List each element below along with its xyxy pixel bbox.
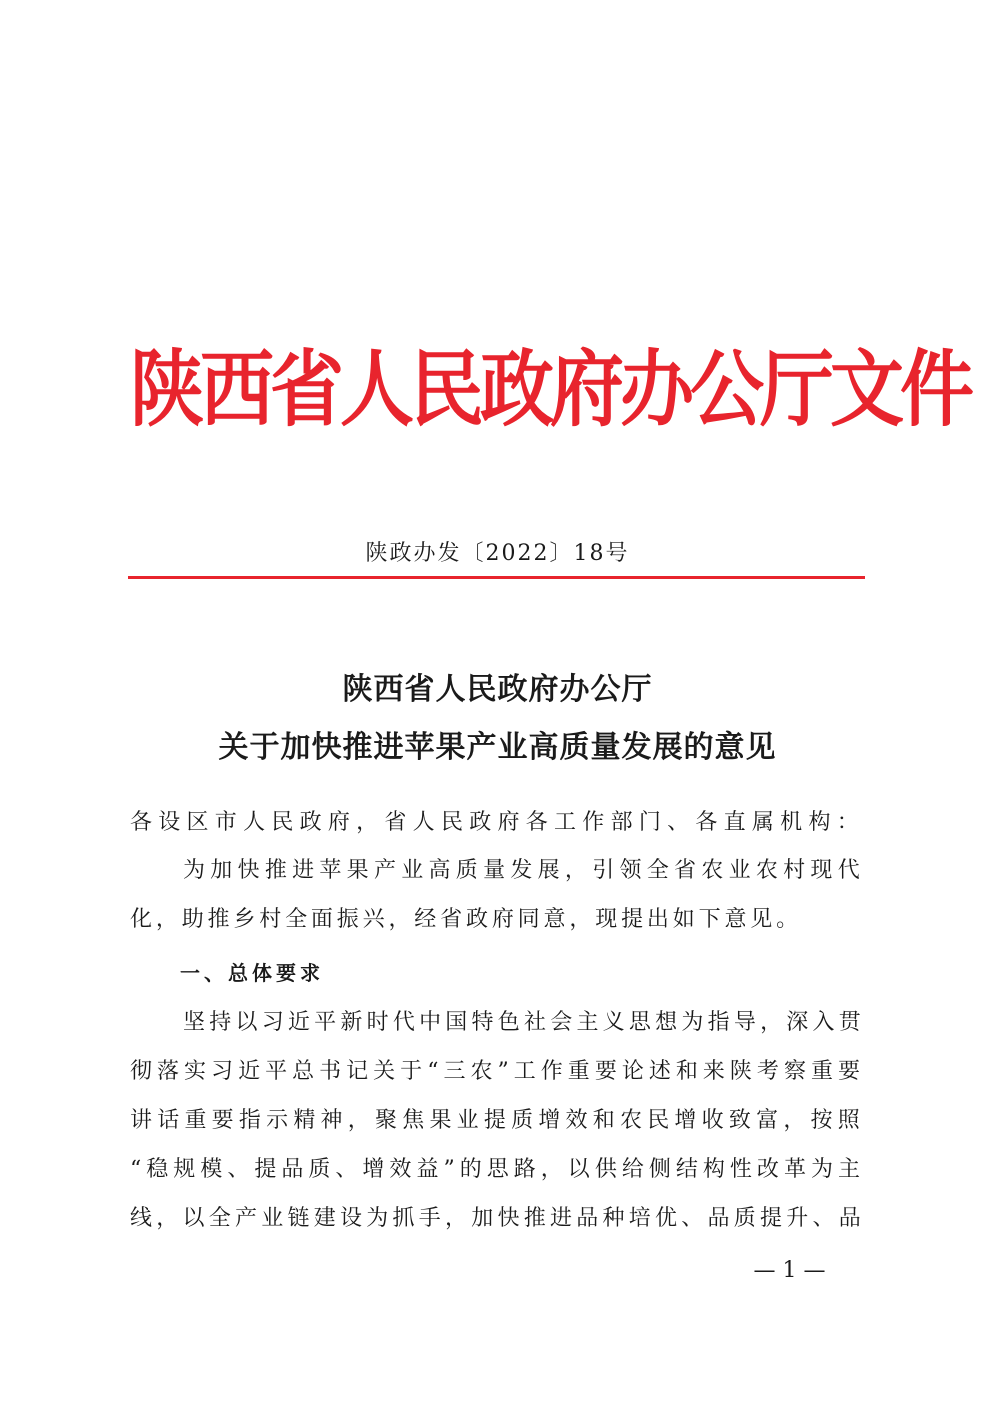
page-number: — 1 — [753,1258,826,1283]
document-number: 陕政办发〔2022〕18号 [365,541,630,566]
intro-paragraph-line-2: 化，助推乡村全面振兴，经省政府同意，现提出如下意见。 [130,907,802,932]
section-paragraph-line-3: 讲话重要指示精神，聚焦果业提质增效和农民增收致富，按照 [130,1108,865,1133]
red-divider-line [128,576,865,579]
section-paragraph-line-4: “稳规模、提品质、增效益”的思路，以供给侧结构性改革为主 [130,1157,865,1182]
intro-paragraph-line-1: 为加快推进苹果产业高质量发展，引领全省农业农村现代 [183,858,865,883]
document-title-line-1: 陕西省人民政府办公厅 [342,672,653,707]
section-paragraph-line-1: 坚持以习近平新时代中国特色社会主义思想为指导，深入贯 [183,1010,865,1035]
salutation: 各设区市人民政府，省人民政府各工作部门、各直属机构： [130,810,865,835]
section-heading: 一、总体要求 [180,961,324,985]
section-paragraph-line-2: 彻落实习近平总书记关于“三农”工作重要论述和来陕考察重要 [130,1059,865,1084]
masthead-title: 陕西省人民政府办公厅文件 [130,341,970,439]
document-title-line-2: 关于加快推进苹果产业高质量发展的意见 [218,730,777,765]
section-paragraph-line-5: 线，以全产业链建设为抓手，加快推进品种培优、品质提升、品 [130,1206,865,1231]
